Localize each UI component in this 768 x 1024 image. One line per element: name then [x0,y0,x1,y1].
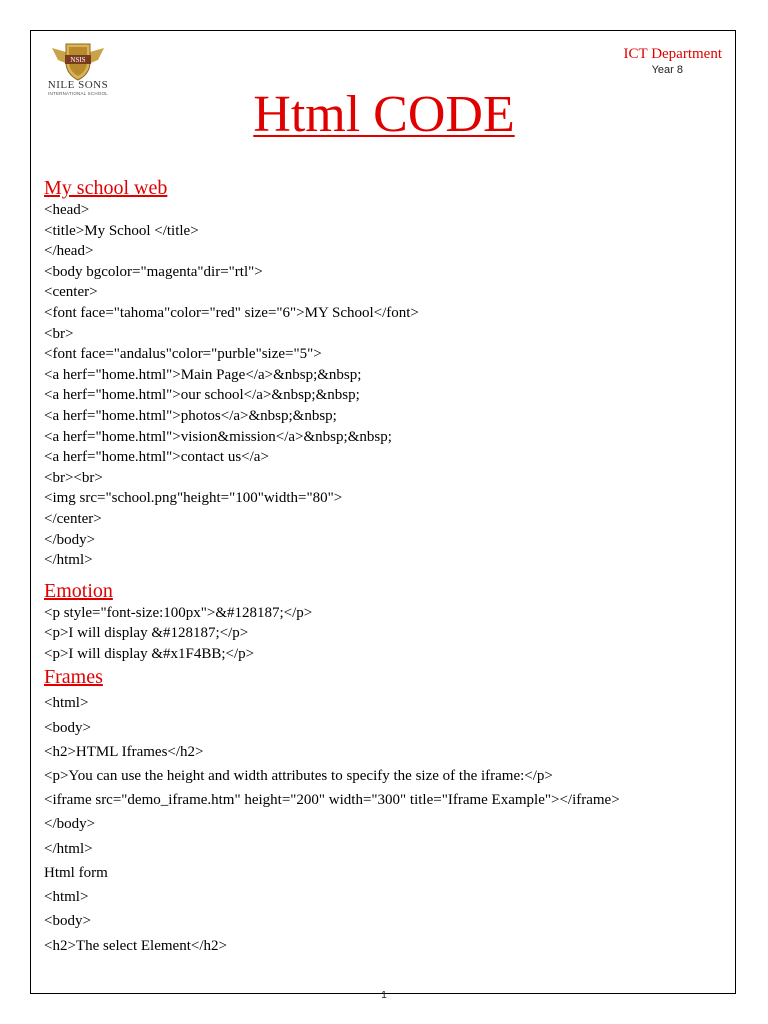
section-heading: Frames [44,666,103,689]
code-line: </body> [44,816,96,833]
year-label: Year 8 [651,64,683,76]
code-line: <img src="school.png"height="100"width="80"> [44,490,343,507]
code-lines [44,200,734,571]
code-line: <p>I will display &#128187;</p> [44,625,249,642]
page-title: Html CODE [253,86,515,143]
code-line: </center> [44,510,102,527]
code-line: </html> [44,840,93,857]
code-line: <html> [44,889,89,906]
code-line: <font face="andalus"color="purble"size="5"> [44,346,322,363]
code-line: <a herf="home.html">contact us</a> [44,449,269,466]
code-line: <body> [44,913,91,930]
svg-text:NSIS: NSIS [70,56,86,64]
section-heading: My school web [44,177,168,199]
code-line: <a herf="home.html">vision&mission</a>&nbsp;&nbsp; [44,428,392,445]
section-my-school-web [44,176,734,571]
code-line: <br><br> [44,469,103,486]
code-line: <p style="font-size:100px">&#128187;</p> [44,604,313,621]
logo-school-name: NILE SONS [47,79,109,91]
code-line: <h2>The select Element</h2> [44,937,227,954]
code-line: <br> [44,325,74,342]
code-line: <font face="tahoma"color="red" size="6">MY School</font> [44,304,419,321]
code-line: <head> [44,202,90,218]
code-line: <iframe src="demo_iframe.htm" height="200" width="300" title="Iframe Example"></iframe> [44,792,620,809]
code-line: <p>I will display &#x1F4BB;</p> [44,645,255,662]
document-body [44,176,734,958]
code-line: <html> [44,695,89,712]
page-number: 1 [381,990,387,1001]
code-line: </head> [44,243,94,260]
code-line: <h2>HTML Iframes</h2> [44,743,204,760]
code-line: <body> [44,719,91,736]
code-line: Html form [44,864,108,881]
logo-school-subtitle: INTERNATIONAL SCHOOL [48,91,108,96]
school-crest-icon [48,38,108,82]
code-line: <title>My School </title> [44,222,199,239]
code-line: <a herf="home.html">Main Page</a>&nbsp;&nbsp; [44,366,362,383]
code-line: <body bgcolor="magenta"dir="rtl"> [44,263,263,280]
code-lines [44,603,734,665]
code-line: </body> [44,531,96,548]
department-label: ICT Department [623,46,722,62]
code-line: </html> [44,552,93,569]
code-line: <a herf="home.html">photos</a>&nbsp;&nbsp; [44,407,337,424]
code-lines [44,691,734,957]
section-frames [44,665,734,957]
section-emotion [44,579,734,665]
section-heading: Emotion [44,579,113,602]
code-line: <p>You can use the height and width attributes to specify the size of the iframe:</p> [44,768,553,785]
code-line: <center> [44,284,98,301]
code-line: <a herf="home.html">our school</a>&nbsp;&nbsp; [44,387,360,404]
